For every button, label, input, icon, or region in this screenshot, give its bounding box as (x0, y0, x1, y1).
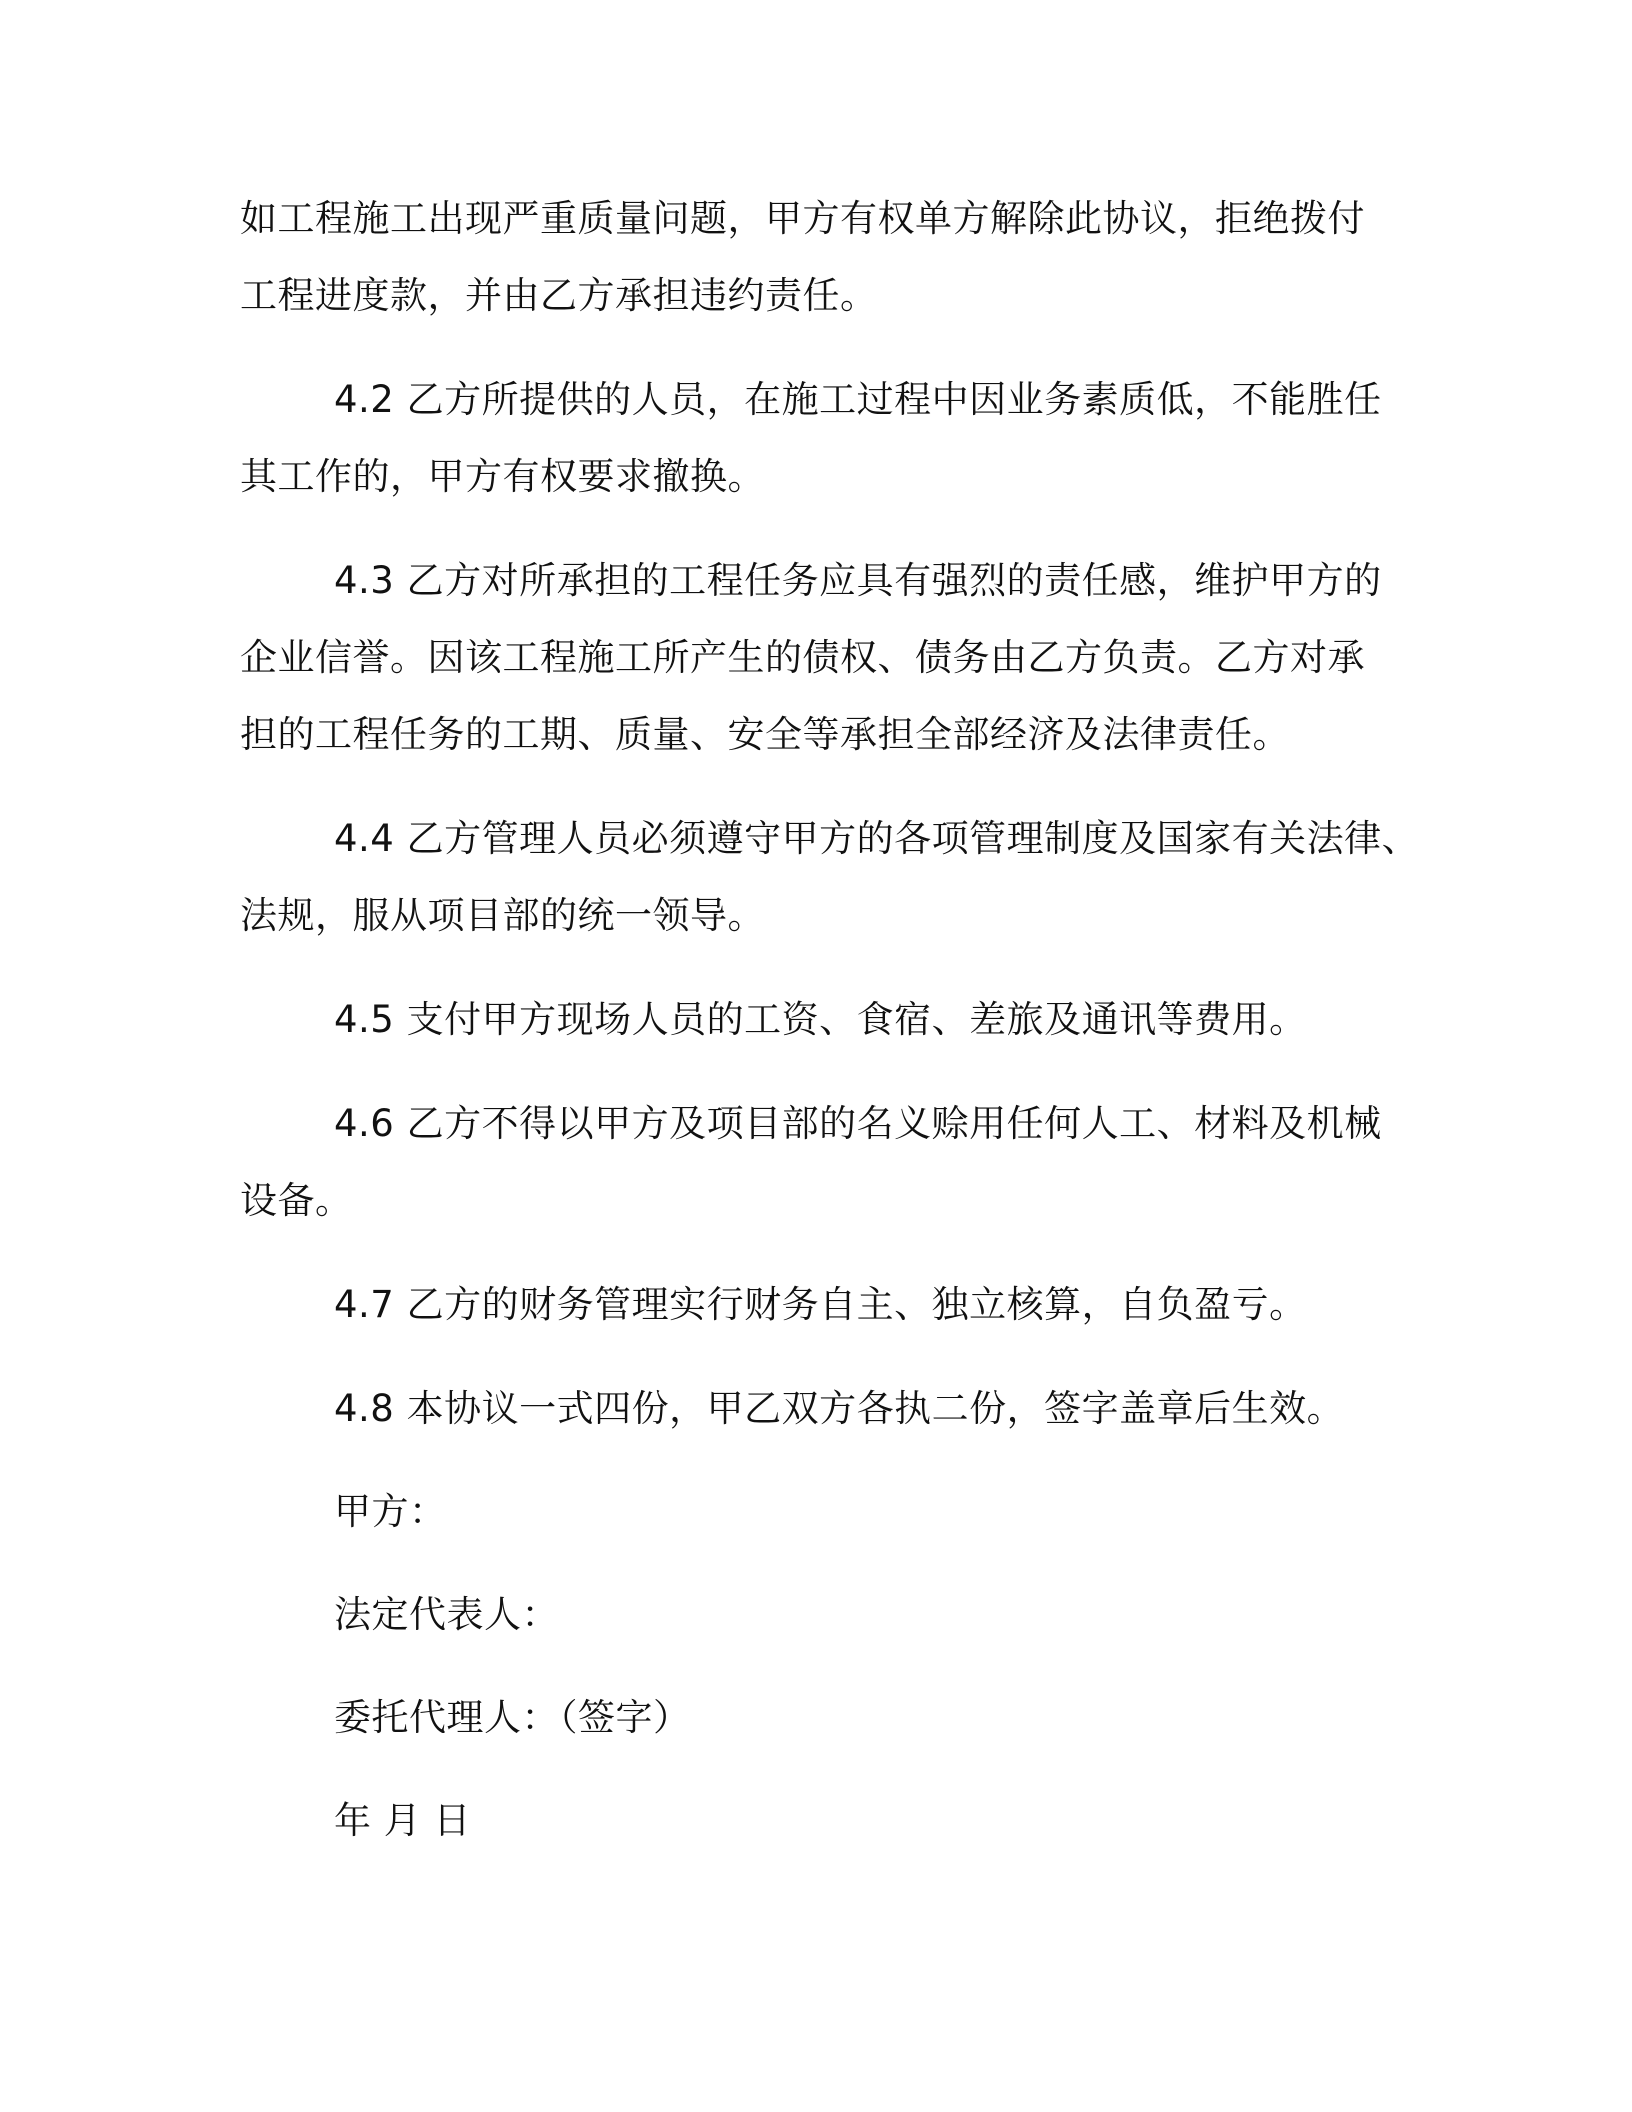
signature-legal-representative: 法定代表人： (334, 1593, 559, 1636)
paragraph-4-6-line-2: 设备。 (240, 1179, 353, 1222)
paragraph-4-2-line-2: 其工作的，甲方有权要求撤换。 (240, 455, 765, 498)
paragraph-4-3-line-3: 担的工程任务的工期、质量、安全等承担全部经济及法律责任。 (240, 713, 1290, 756)
paragraph-4-7-line-1: 4.7 乙方的财务管理实行财务自主、独立核算，自负盈亏。 (334, 1283, 1307, 1326)
paragraph-4-8-line-1: 4.8 本协议一式四份，甲乙双方各执二份，签字盖章后生效。 (334, 1387, 1345, 1430)
paragraph-4-2-line-1: 4.2 乙方所提供的人员，在施工过程中因业务素质低，不能胜任 (334, 378, 1382, 421)
signature-party-a: 甲方： (334, 1490, 447, 1533)
paragraph-4-5-line-1: 4.5 支付甲方现场人员的工资、食宿、差旅及通讯等费用。 (334, 998, 1307, 1041)
signature-date: 年 月 日 (334, 1799, 472, 1842)
paragraph-4-4-line-2: 法规，服从项目部的统一领导。 (240, 894, 765, 937)
paragraph-4-4-line-1: 4.4 乙方管理人员必须遵守甲方的各项管理制度及国家有关法律、 (334, 817, 1420, 860)
paragraph-continued-line-2: 工程进度款，并由乙方承担违约责任。 (240, 274, 878, 317)
paragraph-4-3-line-2: 企业信誉。因该工程施工所产生的债权、债务由乙方负责。乙方对承 (240, 636, 1365, 679)
paragraph-continued-line-1: 如工程施工出现严重质量问题，甲方有权单方解除此协议，拒绝拨付 (240, 197, 1365, 240)
paragraph-4-6-line-1: 4.6 乙方不得以甲方及项目部的名义赊用任何人工、材料及机械 (334, 1102, 1382, 1145)
signature-authorized-agent: 委托代理人：（签字） (334, 1696, 691, 1739)
paragraph-4-3-line-1: 4.3 乙方对所承担的工程任务应具有强烈的责任感，维护甲方的 (334, 559, 1382, 602)
